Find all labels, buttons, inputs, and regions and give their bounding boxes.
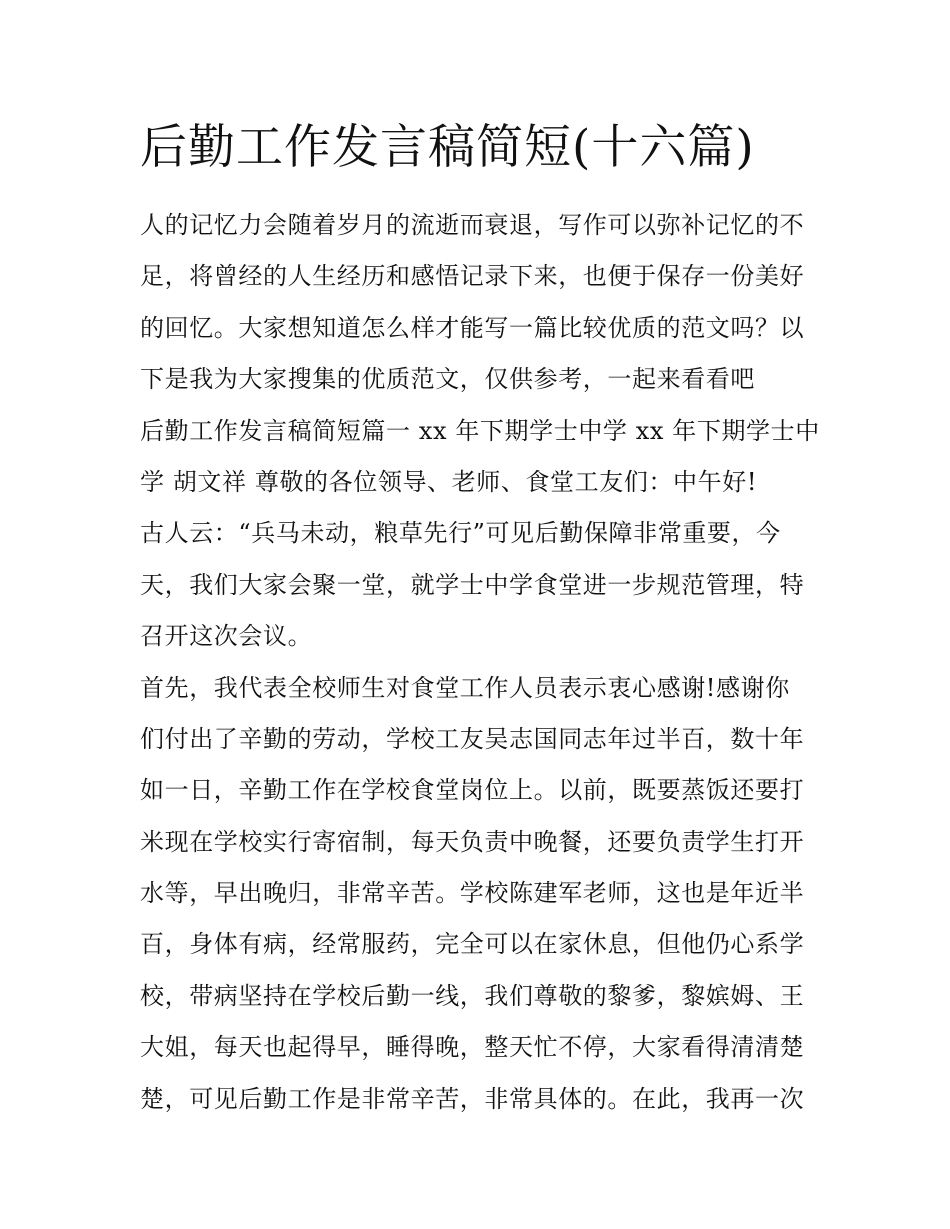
document-title: 后勤工作发言稿简短(十六篇)	[140, 120, 755, 175]
body-line: 水等，早出晚归，非常辛苦。学校陈建军老师，这也是年近半	[140, 879, 805, 908]
body-line: 校，带病坚持在学校后勤一线，我们尊敬的黎爹，黎嫔姆、王	[140, 981, 805, 1010]
body-line: 学 胡文祥 尊敬的各位领导、老师、食堂工友们：中午好!	[140, 467, 758, 496]
body-line: 首先，我代表全校师生对食堂工作人员表示衷心感谢!感谢你	[140, 673, 790, 702]
body-line: 古人云：“兵马未动，粮草先行”可见后勤保障非常重要，今	[140, 519, 781, 548]
body-line: 的回忆。大家想知道怎么样才能写一篇比较优质的范文吗？以	[140, 313, 805, 342]
body-line: 人的记忆力会随着岁月的流逝而衰退，写作可以弥补记忆的不	[140, 211, 805, 239]
body-line: 百，身体有病，经常服药，完全可以在家休息，但他仍心系学	[140, 930, 805, 959]
body-line: 足，将曾经的人生经历和感悟记录下来，也便于保存一份美好	[140, 262, 805, 291]
body-line: 后勤工作发言稿简短篇一 xx 年下期学士中学 xx 年下期学士中	[140, 416, 820, 445]
body-line: 天，我们大家会聚一堂，就学士中学食堂进一步规范管理，特	[140, 570, 805, 599]
body-line: 下是我为大家搜集的优质范文，仅供参考，一起来看看吧	[140, 365, 755, 394]
body-line: 们付出了辛勤的劳动，学校工友吴志国同志年过半百，数十年	[140, 724, 805, 753]
body-line: 大姐，每天也起得早，睡得晚，整天忙不停，大家看得清清楚	[140, 1033, 805, 1062]
document-body	[140, 200, 830, 1125]
body-line: 召开这次会议。	[140, 622, 313, 651]
body-line: 米现在学校实行寄宿制，每天负责中晚餐，还要负责学生打开	[140, 827, 805, 856]
body-line: 如一日，辛勤工作在学校食堂岗位上。以前，既要蒸饭还要打	[140, 776, 805, 805]
body-line: 楚，可见后勤工作是非常辛苦，非常具体的。在此，我再一次	[140, 1084, 805, 1113]
